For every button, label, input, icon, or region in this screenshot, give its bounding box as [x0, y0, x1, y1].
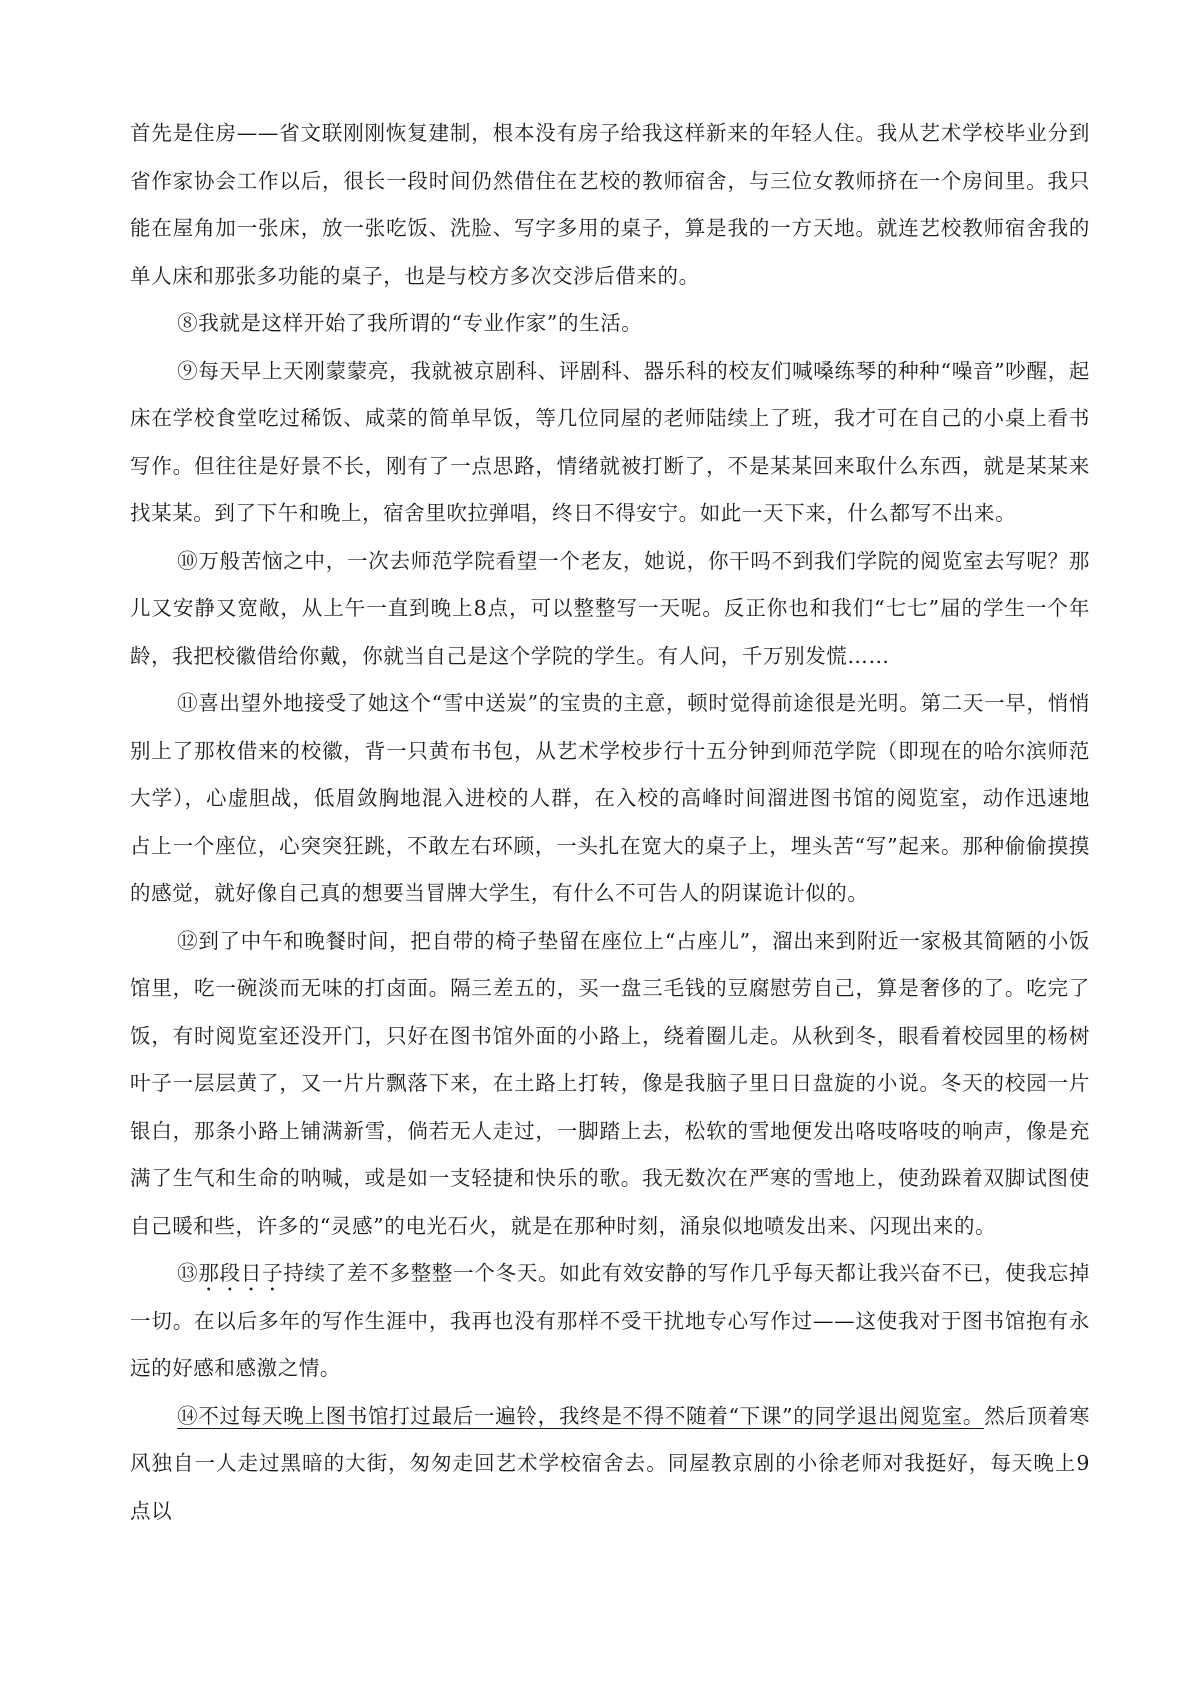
paragraph-text: 持续了差不多整整一个冬天。如此有效安静的写作几乎每天都让我兴奋不已，使我忘掉一切。在以后多年的写作生涯中，我再也没有那样不受干扰地专心写作过——这使我对于图书馆抱有永远的好感和感激之情。 — [130, 1261, 1090, 1380]
paragraph-10: ⑩万般苦恼之中，一次去师范学院看望一个老友，她说，你干吗不到我们学院的阅览室去写呢？那儿又安静又宽敞，从上午一直到晚上8点，可以整整写一天呢。反正你也和我们“七七”届的学生一个年龄，我把校徽借给你戴，你就当自己是这个学院的学生。有人问，千万别发慌…… — [130, 548, 1090, 668]
paragraph-13 — [130, 1250, 1090, 1393]
paragraph-7-continuation: 首先是住房——省文联刚刚恢复建制，根本没有房子给我这样新来的年轻人住。我从艺术学校毕业分到省作家协会工作以后，很长一段时间仍然借住在艺校的教师宿舍，与三位女教师挤在一个房间里。我只能在屋角加一张床，放一张吃饭、洗脸、写字多用的桌子，算是我的一方天地。就连艺校教师宿舍我的单人床和那张多功能的桌子，也是与校方多次交涉后借来的。 — [130, 121, 1090, 288]
paragraph-8: ⑧我就是这样开始了我所谓的“专业作家”的生活。 — [177, 311, 643, 335]
paragraph-number: ⑬ — [177, 1261, 199, 1285]
paragraph-14 — [130, 1393, 1090, 1536]
paragraph-11: ⑪喜出望外地接受了她这个“雪中送炭”的宝贵的主意，顿时觉得前途很是光明。第二天一早，悄悄别上了那枚借来的校徽，背一只黄布书包，从艺术学校步行十五分钟到师范学院（即现在的哈尔滨师范大学），心虚胆战，低眉敛胸地混入进校的人群，在入校的高峰时间溜进图书馆的阅览室，动作迅速地占上一个座位，心突突狂跳，不敢左右环顾，一头扎在宽大的桌子上，埋头苦“写”起来。那种偷偷摸摸的感觉，就好像自己真的想要当冒牌大学生，有什么不可告人的阴谋诡计似的。 — [130, 691, 1090, 905]
document-page — [130, 110, 1090, 1670]
underlined-sentence: 不过每天晚上图书馆打过最后一遍铃，我终是不得不随着“下课”的同学退出阅览室。 — [198, 1403, 985, 1428]
paragraph-number: ⑭ — [177, 1403, 199, 1428]
paragraph-12: ⑫到了中午和晚餐时间，把自带的椅子垫留在座位上“占座儿”，溜出来到附近一家极其简陋的小饭馆里，吃一碗淡而无味的打卤面。隔三差五的，买一盘三毛钱的豆腐慰劳自己，算是奢侈的了。吃完了饭，有时阅览室还没开门，只好在图书馆外面的小路上，绕着圈儿走。从秋到冬，眼看着校园里的杨树叶子一层层黄了，又一片片飘落下来，在土路上打转，像是我脑子里日日盘旋的小说。冬天的校园一片银白，那条小路上铺满新雪，倘若无人走过，一脚踏上去，松软的雪地便发出咯吱咯吱的响声，像是充满了生气和生命的呐喊，或是如一支轻捷和快乐的歌。我无数次在严寒的雪地上，使劲跺着双脚试图使自己暖和些，许多的“灵感”的电光石火，就是在那种时刻，涌泉似地喷发出来、闪现出来的。 — [130, 928, 1090, 1238]
paragraph-9: ⑨每天早上天刚蒙蒙亮，我就被京剧科、评剧科、器乐科的校友们喊嗓练琴的种种“噪音”吵醒，起床在学校食堂吃过稀饭、咸菜的简单早饭，等几位同屋的老师陆续上了班，我才可在自己的小桌上看书写作。但往往是好景不长，刚有了一点思路，情绪就被打断了，不是某某回来取什么东西，就是某某来找某某。到了下午和晚上，宿舍里吹拉弹唱，终日不得安宁。如此一天下来，什么都写不出来。 — [130, 358, 1090, 525]
paragraph-text: 然后顶着寒风独自一人走过黑暗的大街，匆匆走回艺术学校宿舍去。同屋教京剧的小徐老师对我挺好，每天晚上9点以 — [130, 1403, 1091, 1523]
emphasized-phrase: 那段日子 — [198, 1261, 284, 1285]
